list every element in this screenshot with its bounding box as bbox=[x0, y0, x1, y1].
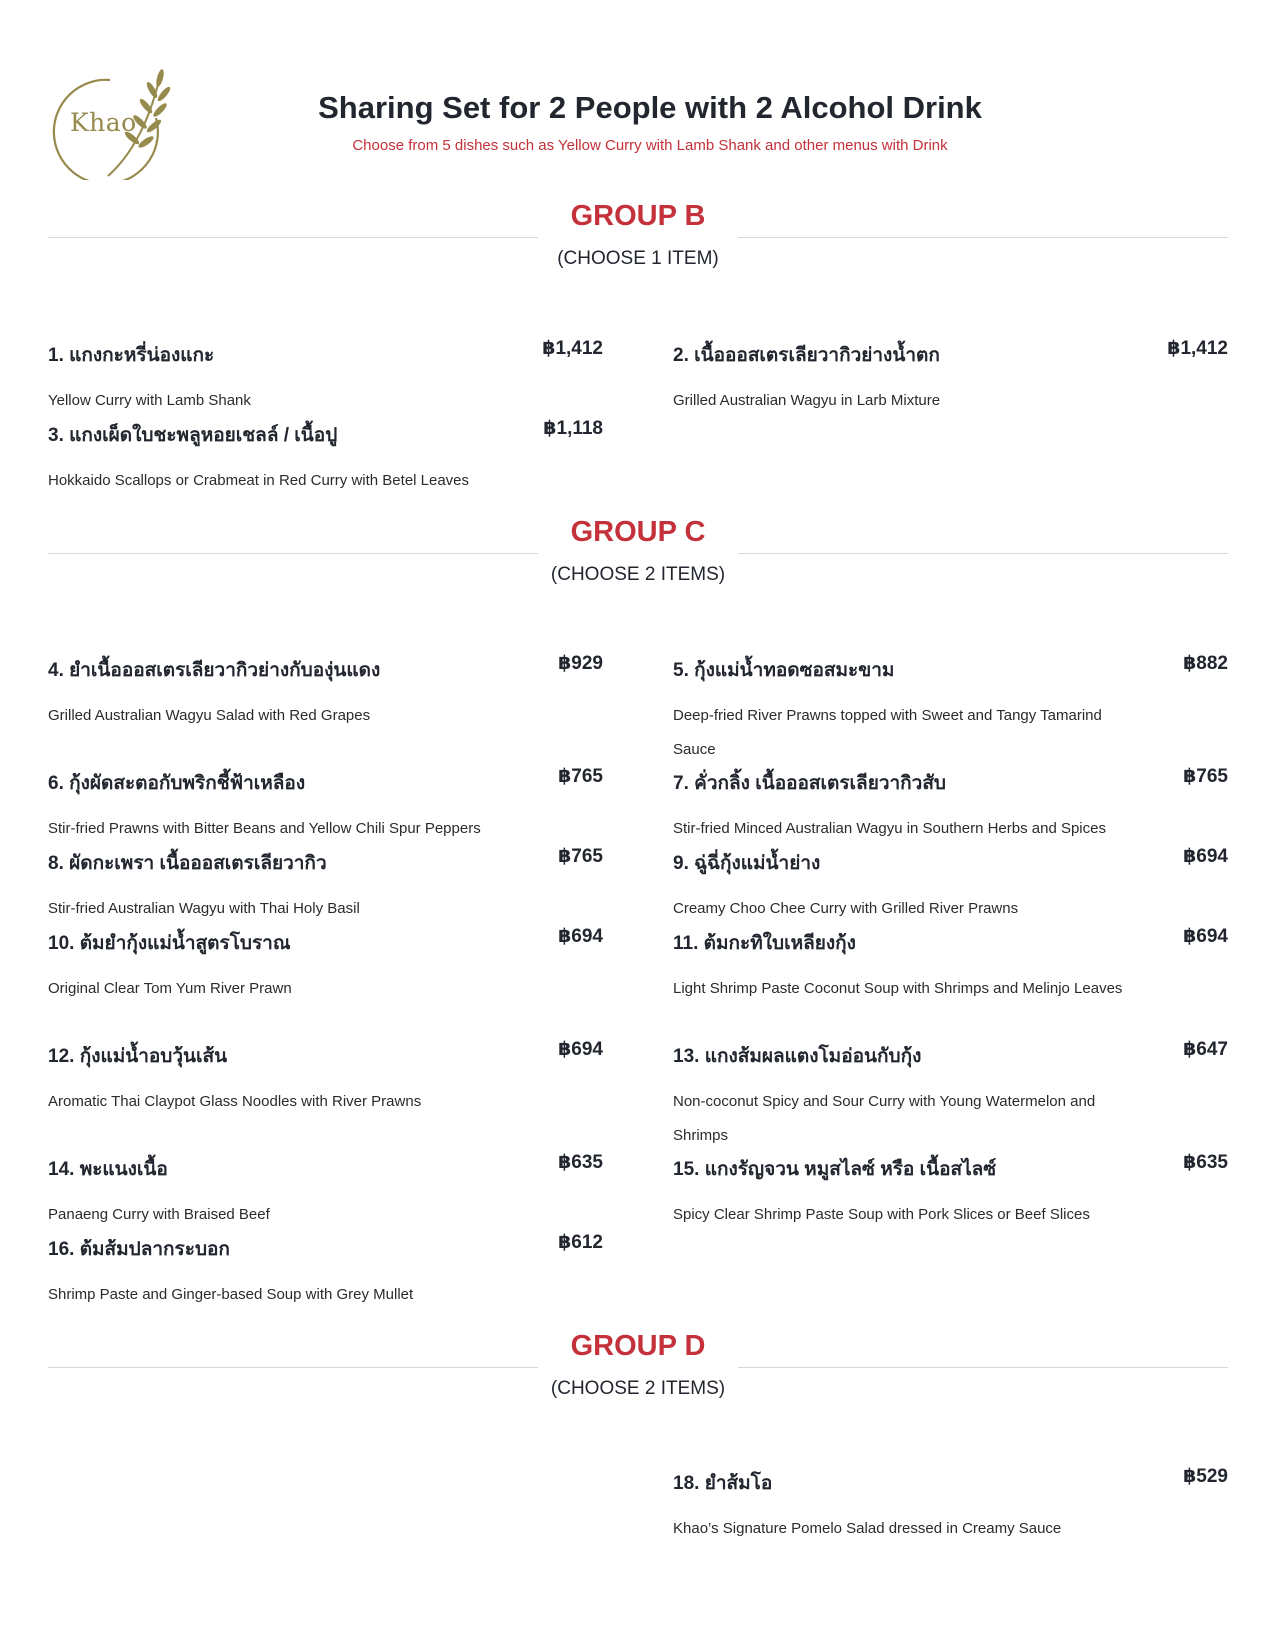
item-description: Deep-fried River Prawns topped with Sweet and Tangy Tamarind Sauce bbox=[673, 707, 1102, 758]
item-name: 8. ผัดกะเพรา เนื้อออสเตรเลียวากิว bbox=[48, 853, 327, 874]
item-name: 18. ยำส้มโอ bbox=[673, 1473, 773, 1494]
item-description: Stir-fried Prawns with Bitter Beans and Yellow Chili Spur Peppers bbox=[48, 820, 481, 837]
item-description: Aromatic Thai Claypot Glass Noodles with River Prawns bbox=[48, 1093, 422, 1110]
item-price: ฿635 bbox=[558, 1152, 603, 1173]
page-subtitle: Choose from 5 dishes such as Yellow Curry with Lamb Shank and other menus with Drink bbox=[352, 137, 948, 154]
item-name: 7. คั่วกลิ้ง เนื้อออสเตรเลียวากิวสับ bbox=[673, 773, 946, 794]
item-name: 5. กุ้งแม่น้ำทอดซอสมะขาม bbox=[673, 660, 895, 681]
item-name: 3. แกงเผ็ดใบชะพลูหอยเชลล์ / เนื้อปู bbox=[48, 425, 338, 446]
item-name: 11. ต้มกะทิใบเหลียงกุ้ง bbox=[673, 933, 856, 954]
item-name: 10. ต้มยำกุ้งแม่น้ำสูตรโบราณ bbox=[48, 933, 291, 954]
item-price: ฿1,412 bbox=[1167, 338, 1228, 359]
item-price: ฿529 bbox=[1183, 1466, 1228, 1487]
item-name: 6. กุ้งผัดสะตอกับพริกชี้ฟ้าเหลือง bbox=[48, 773, 306, 794]
group-d-header bbox=[48, 1330, 1228, 1420]
khao-logo bbox=[48, 68, 176, 180]
divider bbox=[48, 1367, 538, 1368]
item-price: ฿1,412 bbox=[542, 338, 603, 359]
group-title: GROUP B bbox=[570, 200, 706, 232]
divider bbox=[48, 553, 538, 554]
item-description: Spicy Clear Shrimp Paste Soup with Pork Slices or Beef Slices bbox=[673, 1206, 1090, 1223]
group-b-header bbox=[48, 200, 1228, 290]
group-choice-note: (CHOOSE 2 ITEMS) bbox=[550, 1378, 726, 1399]
item-price: ฿765 bbox=[558, 766, 603, 787]
item-price: ฿1,118 bbox=[543, 418, 603, 439]
item-description: Grilled Australian Wagyu Salad with Red Grapes bbox=[48, 707, 371, 724]
item-name: 15. แกงรัญจวน หมูสไลซ์ หรือ เนื้อสไลซ์ bbox=[673, 1159, 997, 1180]
item-price: ฿647 bbox=[1183, 1039, 1228, 1060]
item-name: 12. กุ้งแม่น้ำอบวุ้นเส้น bbox=[48, 1046, 228, 1067]
item-price: ฿765 bbox=[1183, 766, 1228, 787]
item-description: Panaeng Curry with Braised Beef bbox=[48, 1206, 270, 1223]
item-name: 13. แกงส้มผลแตงโมอ่อนกับกุ้ง bbox=[673, 1046, 922, 1067]
item-price: ฿612 bbox=[558, 1232, 603, 1253]
divider bbox=[738, 1367, 1228, 1368]
item-description: Grilled Australian Wagyu in Larb Mixture bbox=[673, 392, 941, 409]
group-choice-note: (CHOOSE 1 ITEM) bbox=[557, 248, 719, 269]
item-name: 9. ฉู่ฉี่กุ้งแม่น้ำย่าง bbox=[673, 853, 821, 874]
item-description: Stir-fried Australian Wagyu with Thai Holy Basil bbox=[48, 900, 360, 917]
divider bbox=[48, 237, 538, 238]
page-title: Sharing Set for 2 People with 2 Alcohol Drink bbox=[318, 90, 982, 125]
item-price: ฿765 bbox=[558, 846, 603, 867]
item-name: 2. เนื้อออสเตรเลียวากิวย่างน้ำตก bbox=[673, 345, 940, 366]
item-price: ฿694 bbox=[1183, 926, 1228, 947]
item-description: Original Clear Tom Yum River Prawn bbox=[48, 980, 292, 997]
item-description: Shrimp Paste and Ginger-based Soup with Grey Mullet bbox=[48, 1286, 414, 1303]
group-title: GROUP D bbox=[570, 1330, 706, 1362]
group-choice-note: (CHOOSE 2 ITEMS) bbox=[550, 564, 726, 585]
item-price: ฿694 bbox=[558, 926, 603, 947]
item-price: ฿929 bbox=[558, 653, 603, 674]
logo-wordmark: Khao bbox=[70, 108, 137, 137]
item-name: 1. แกงกะหรี่น่องแกะ bbox=[48, 345, 215, 366]
divider bbox=[738, 237, 1228, 238]
item-description: Non-coconut Spicy and Sour Curry with Young Watermelon and Shrimps bbox=[673, 1093, 1096, 1144]
item-name: 14. พะแนงเนื้อ bbox=[48, 1159, 168, 1180]
item-price: ฿694 bbox=[1183, 846, 1228, 867]
item-description: Khao’s Signature Pomelo Salad dressed in Creamy Sauce bbox=[673, 1520, 1062, 1537]
group-c-header bbox=[48, 516, 1228, 606]
item-price: ฿882 bbox=[1183, 653, 1228, 674]
item-name: 16. ต้มส้มปลากระบอก bbox=[48, 1239, 230, 1260]
item-description: Stir-fried Minced Australian Wagyu in Southern Herbs and Spices bbox=[673, 820, 1106, 837]
item-price: ฿635 bbox=[1183, 1152, 1228, 1173]
divider bbox=[738, 553, 1228, 554]
item-description: Creamy Choo Chee Curry with Grilled River Prawns bbox=[673, 900, 1019, 917]
item-description: Light Shrimp Paste Coconut Soup with Shrimps and Melinjo Leaves bbox=[673, 980, 1123, 997]
group-title: GROUP C bbox=[570, 516, 706, 548]
item-description: Yellow Curry with Lamb Shank bbox=[48, 392, 251, 409]
item-description: Hokkaido Scallops or Crabmeat in Red Curry with Betel Leaves bbox=[48, 472, 470, 489]
item-name: 4. ยำเนื้อออสเตรเลียวากิวย่างกับองุ่นแดง bbox=[48, 660, 381, 681]
item-price: ฿694 bbox=[558, 1039, 603, 1060]
